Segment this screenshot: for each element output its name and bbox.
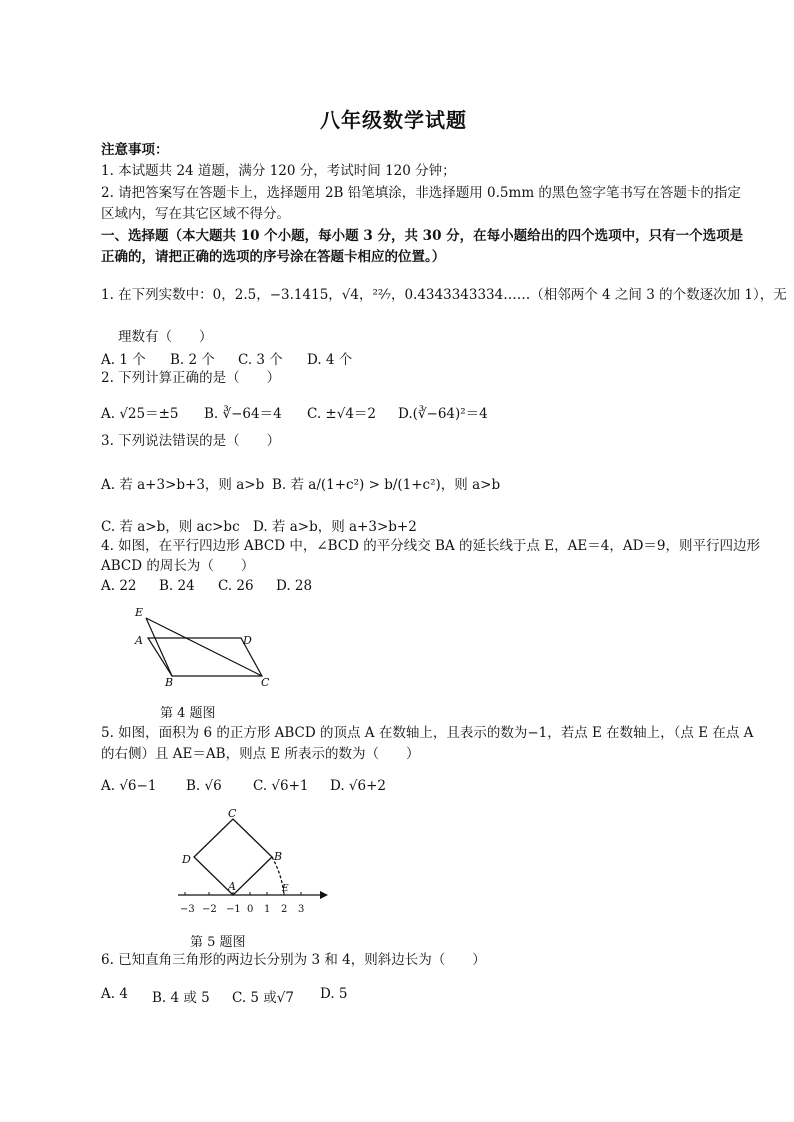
question-4-option-d: D. 28 — [276, 578, 313, 594]
question-6-option-c: C. 5 或√7 — [232, 990, 295, 1006]
question-5-option-d: D. √6+2 — [330, 778, 387, 794]
question-5-figure-caption: 第 5 题图 — [190, 935, 246, 950]
label-c: C — [261, 676, 270, 689]
question-5-text-cont: 的右侧）且 AE＝AB，则点 E 所表示的数为（ ） — [101, 746, 420, 762]
tick-neg3: −3 — [180, 904, 195, 915]
label-b: B — [165, 676, 174, 689]
question-4-text: 4. 如图，在平行四边形 ABCD 中，∠BCD 的平分线交 BA 的延长线于点 E，AE＝4，AD＝9，则平行四边形 — [101, 538, 761, 554]
tick-3: 3 — [298, 904, 305, 915]
question-4-option-c: C. 26 — [218, 578, 254, 594]
page-title: 八年级数学试题 — [320, 108, 467, 132]
notice-item-2-cont: 区域内，写在其它区域不得分。 — [101, 206, 290, 222]
question-3-option-b: B. 若 a/(1+c²) > b/(1+c²)，则 a>b — [272, 477, 501, 493]
question-3-option-c: C. 若 a>b，则 ac>bc — [101, 519, 240, 535]
notice-item-1: 1. 本试题共 24 道题，满分 120 分，考试时间 120 分钟； — [101, 163, 456, 179]
question-2-option-d: D.(∛−64)²＝4 — [398, 406, 488, 422]
notice-item-2: 2. 请把答案写在答题卡上，选择题用 2B 铅笔填涂，非选择题用 0.5mm 的黑色签字笔书写在答题卡的指定 — [101, 185, 741, 201]
question-2-option-a: A. √25＝±5 — [101, 406, 179, 422]
question-1-option-d: D. 4 个 — [307, 352, 353, 368]
label-b: B — [274, 850, 283, 863]
tick-neg2: −2 — [202, 904, 217, 915]
question-2-option-b: B. ∛−64＝4 — [204, 406, 282, 422]
label-d: D — [243, 634, 252, 647]
label-a: A — [228, 880, 236, 893]
question-1-text: 1. 在下列实数中：0，2.5，−3.1415，√4，²²⁄₇，0.4343343334……（相邻两个 4 之间 3 的个数逐次加 1），无 — [101, 287, 787, 303]
question-4-option-b: B. 24 — [159, 578, 195, 594]
label-e: E — [282, 884, 289, 894]
question-5-option-b: B. √6 — [186, 778, 222, 794]
label-a: A — [135, 634, 143, 647]
line-ebextension — [146, 618, 172, 676]
question-6-option-a: A. 4 — [101, 986, 128, 1002]
question-6-option-b: B. 4 或 5 — [152, 990, 210, 1006]
question-1-text-cont: 理数有（ ） — [118, 329, 213, 345]
axis-arrow — [320, 891, 328, 899]
question-4-option-a: A. 22 — [101, 578, 137, 594]
question-1-option-b: B. 2 个 — [170, 352, 215, 368]
question-4-figure-caption: 第 4 题图 — [160, 706, 216, 721]
question-1-option-a: A. 1 个 — [101, 352, 146, 368]
section-heading-line1: 一、选择题（本大题共 10 个小题，每小题 3 分，共 30 分，在每小题给出的四个选项中，只有一个选项是 — [101, 228, 744, 244]
question-6-text: 6. 已知直角三角形的两边长分别为 3 和 4，则斜边长为（ ） — [101, 952, 486, 968]
tick-neg1: −1 — [226, 904, 241, 915]
line-ec — [146, 618, 262, 676]
question-2-text: 2. 下列计算正确的是（ ） — [101, 370, 281, 386]
tick-0: 0 — [247, 904, 254, 915]
label-c: C — [228, 807, 237, 820]
question-6-option-d: D. 5 — [320, 986, 348, 1002]
question-5-option-c: C. √6+1 — [253, 778, 309, 794]
question-1-option-c: C. 3 个 — [238, 352, 283, 368]
question-2-option-c: C. ±√4＝2 — [307, 406, 377, 422]
question-4-figure — [125, 600, 285, 690]
tick-2: 2 — [281, 904, 288, 915]
question-5-figure — [170, 805, 330, 925]
question-3-option-a: A. 若 a+3>b+3，则 a>b — [101, 477, 265, 493]
label-e: E — [135, 606, 144, 619]
question-3-option-d: D. 若 a>b，则 a+3>b+2 — [253, 519, 417, 535]
question-5-option-a: A. √6−1 — [101, 778, 157, 794]
notice-heading: 注意事项： — [101, 142, 169, 158]
tick-1: 1 — [264, 904, 271, 915]
label-d: D — [182, 853, 191, 866]
question-3-text: 3. 下列说法错误的是（ ） — [101, 433, 281, 449]
question-5-text: 5. 如图，面积为 6 的正方形 ABCD 的顶点 A 在数轴上，且表示的数为−1，若点 E 在数轴上，（点 E 在点 A — [101, 725, 754, 741]
section-heading-line2: 正确的，请把正确的选项的序号涂在答题卡相应的位置。） — [101, 249, 446, 265]
question-4-text-cont: ABCD 的周长为（ ） — [101, 558, 255, 574]
